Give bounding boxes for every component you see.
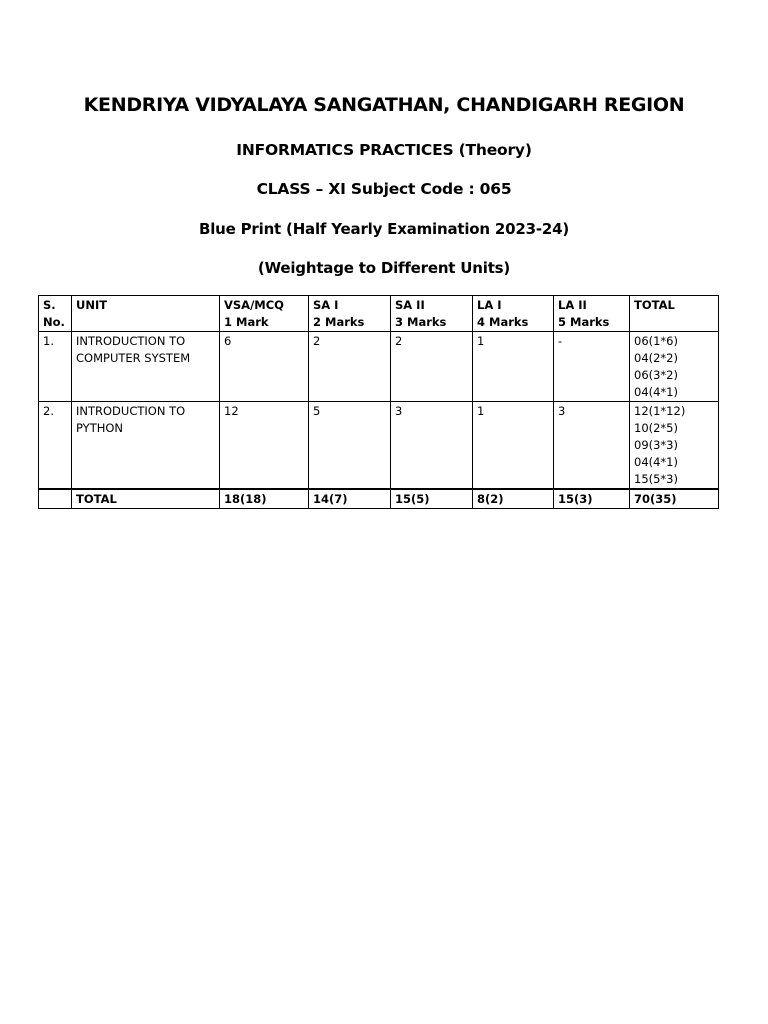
header-sa1 <box>309 296 391 332</box>
header-la1-line: LA I <box>477 298 502 312</box>
cell-total <box>630 402 719 490</box>
class-subject-code: CLASS – XI Subject Code : 065 <box>256 180 512 198</box>
cell-total-label: TOTAL <box>72 489 220 509</box>
header-la1-line: 4 Marks <box>477 315 529 329</box>
header-sa2 <box>391 296 473 332</box>
header-total: TOTAL <box>630 296 719 332</box>
header-sa2-line: 3 Marks <box>395 315 447 329</box>
exam-title: Blue Print (Half Yearly Examination 2023-24) <box>198 220 570 238</box>
total-row <box>39 489 719 509</box>
cell-vsa: 6 <box>220 332 309 402</box>
cell-unit-line: PYTHON <box>76 421 124 435</box>
section-title: (Weightage to Different Units) <box>257 259 511 277</box>
header-row <box>39 296 719 332</box>
cell-unit <box>72 402 220 490</box>
cell-sa1: 2 <box>309 332 391 402</box>
header-sno-line: S. <box>43 298 56 312</box>
cell-la1-total: 8(2) <box>473 489 554 509</box>
cell-total-line: 04(4*1) <box>634 385 678 399</box>
header-la2-line: 5 Marks <box>558 315 610 329</box>
cell-total-line: 06(3*2) <box>634 368 678 382</box>
cell-la2-total: 15(3) <box>554 489 630 509</box>
cell-la1: 1 <box>473 332 554 402</box>
org-title: KENDRIYA VIDYALAYA SANGATHAN, CHANDIGARH REGION <box>83 94 685 116</box>
table-row <box>39 332 719 402</box>
cell-total-line: 04(2*2) <box>634 351 678 365</box>
header-sno-line: No. <box>43 315 65 329</box>
cell-total-line: 12(1*12) <box>634 404 686 418</box>
cell-sno <box>39 489 72 509</box>
subject-title: INFORMATICS PRACTICES (Theory) <box>236 141 532 159</box>
header-unit: UNIT <box>72 296 220 332</box>
cell-total-line: 09(3*3) <box>634 438 678 452</box>
cell-total-line: 06(1*6) <box>634 334 678 348</box>
cell-sa1: 5 <box>309 402 391 490</box>
cell-total <box>630 332 719 402</box>
header-sno <box>39 296 72 332</box>
cell-sno: 1. <box>39 332 72 402</box>
cell-unit <box>72 332 220 402</box>
cell-unit-line: INTRODUCTION TO <box>76 404 186 418</box>
cell-sa1-total: 14(7) <box>309 489 391 509</box>
header-vsa <box>220 296 309 332</box>
header-vsa-line: VSA/MCQ <box>224 298 284 312</box>
cell-la1: 1 <box>473 402 554 490</box>
cell-unit-line: INTRODUCTION TO <box>76 334 186 348</box>
header-sa2-line: SA II <box>395 298 425 312</box>
blueprint-table <box>38 295 719 509</box>
cell-la2: 3 <box>554 402 630 490</box>
header-la2-line: LA II <box>558 298 587 312</box>
header-sa1-line: 2 Marks <box>313 315 365 329</box>
cell-grand-total: 70(35) <box>630 489 719 509</box>
cell-sa2: 3 <box>391 402 473 490</box>
cell-sno: 2. <box>39 402 72 490</box>
cell-la2: - <box>554 332 630 402</box>
cell-unit-line: COMPUTER SYSTEM <box>76 351 191 365</box>
table-row <box>39 402 719 490</box>
header-vsa-line: 1 Mark <box>224 315 269 329</box>
cell-sa2-total: 15(5) <box>391 489 473 509</box>
header-la1 <box>473 296 554 332</box>
cell-total-line: 10(2*5) <box>634 421 678 435</box>
header-la2 <box>554 296 630 332</box>
cell-sa2: 2 <box>391 332 473 402</box>
cell-total-line: 04(4*1) <box>634 455 678 469</box>
cell-total-line: 15(5*3) <box>634 472 678 486</box>
header-sa1-line: SA I <box>313 298 339 312</box>
cell-vsa-total: 18(18) <box>220 489 309 509</box>
cell-vsa: 12 <box>220 402 309 490</box>
